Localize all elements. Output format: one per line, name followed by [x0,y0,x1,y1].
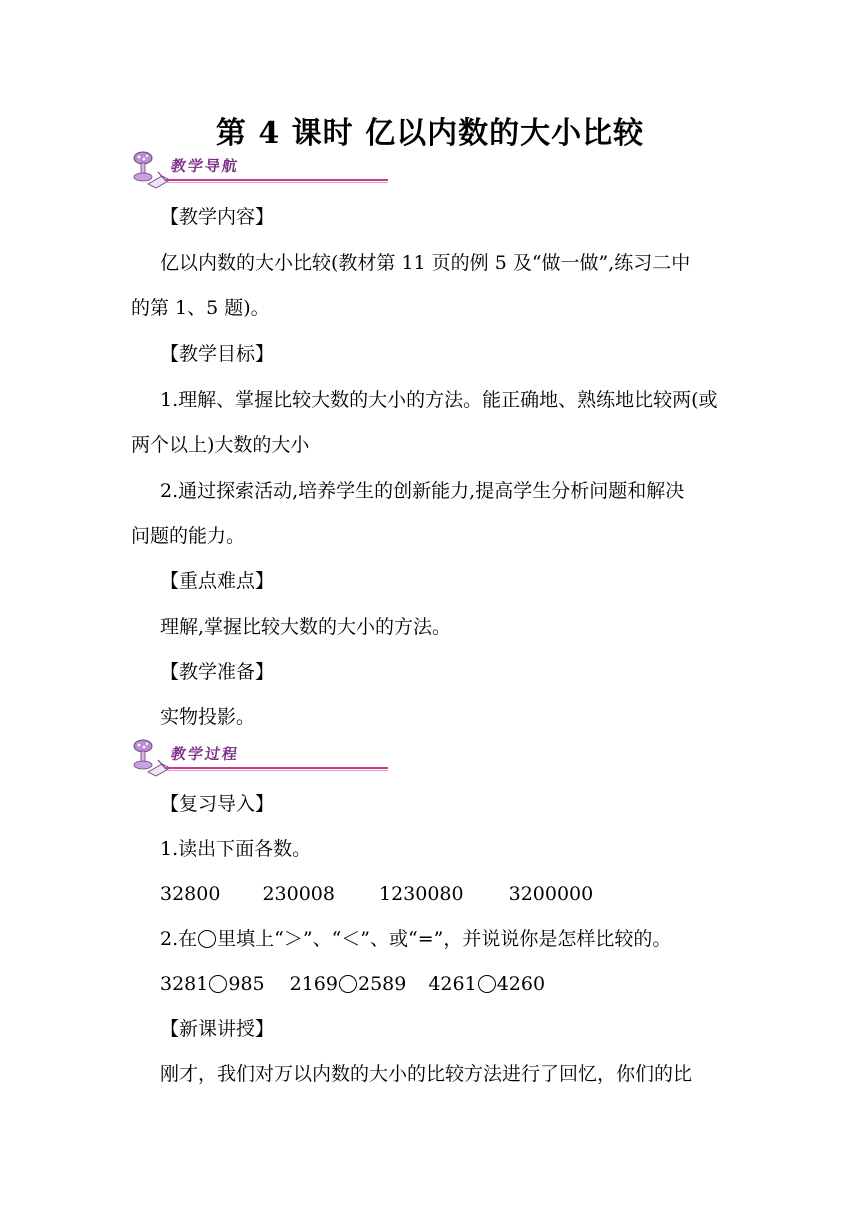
heading-key-points: 【重点难点】 [160,570,275,592]
number-item: 230008 [262,883,335,905]
heading-review: 【复习导入】 [160,793,275,815]
compare-left: 3281 [160,973,209,995]
paragraph-line: 问题的能力。 [131,525,246,547]
section-underline [166,179,388,181]
heading-preparation: 【教学准备】 [160,661,275,683]
blank-circle-icon [478,975,496,993]
paragraph-line: 刚才，我们对万以内数的大小的比较方法进行了回忆，你们的比 [160,1063,693,1085]
paragraph-line: 实物投影。 [160,706,256,728]
section-label: 教学过程 [169,745,241,763]
paragraph-line: 2.通过探索活动,培养学生的创新能力,提高学生分析问题和解决 [160,480,685,502]
section-label: 教学导航 [169,157,241,175]
section-header-guide [128,150,263,190]
section-underline [166,767,388,769]
lesson-title: 第 4 课时 亿以内数的大小比较 [215,116,645,151]
compare-left: 4261 [428,973,477,995]
compare-left: 2169 [289,973,338,995]
paragraph-line: 的第 1、5 题)。 [131,297,270,319]
paragraph-line: 两个以上)大数的大小 [131,434,310,456]
paragraph-line: 2.在 里填上“＞”、“＜”、或“=”，并说说你是怎样比较的。 [160,928,672,950]
heading-teaching-content: 【教学内容】 [160,206,275,228]
section-header-process [128,738,263,778]
compare-right: 985 [228,973,265,995]
blank-circle-icon [209,975,227,993]
section-underline-thin [166,182,388,183]
paragraph-line: 理解,掌握比较大数的大小的方法。 [160,616,452,638]
compare-exercises [160,972,545,996]
paragraph-line: 亿以内数的大小比较(教材第 11 页的例 5 及“做一做”,练习二中 [160,252,691,274]
number-item: 32800 [160,883,221,905]
paragraph-line: 1.读出下面各数。 [160,838,312,860]
compare-right: 2589 [357,973,407,995]
lamp-book-icon [128,150,172,190]
blank-circle-icon [339,975,357,993]
section-underline-thin [166,770,388,771]
number-item: 1230080 [378,883,464,905]
number-list [160,882,593,906]
blank-circle-icon [198,930,216,948]
heading-new-lesson: 【新课讲授】 [160,1018,275,1040]
compare-right: 4260 [496,973,546,995]
lamp-book-icon [128,738,172,778]
heading-teaching-goals: 【教学目标】 [160,343,275,365]
number-item: 3200000 [508,883,594,905]
paragraph-line: 1.理解、掌握比较大数的大小的方法。能正确地、熟练地比较两(或 [160,389,718,411]
